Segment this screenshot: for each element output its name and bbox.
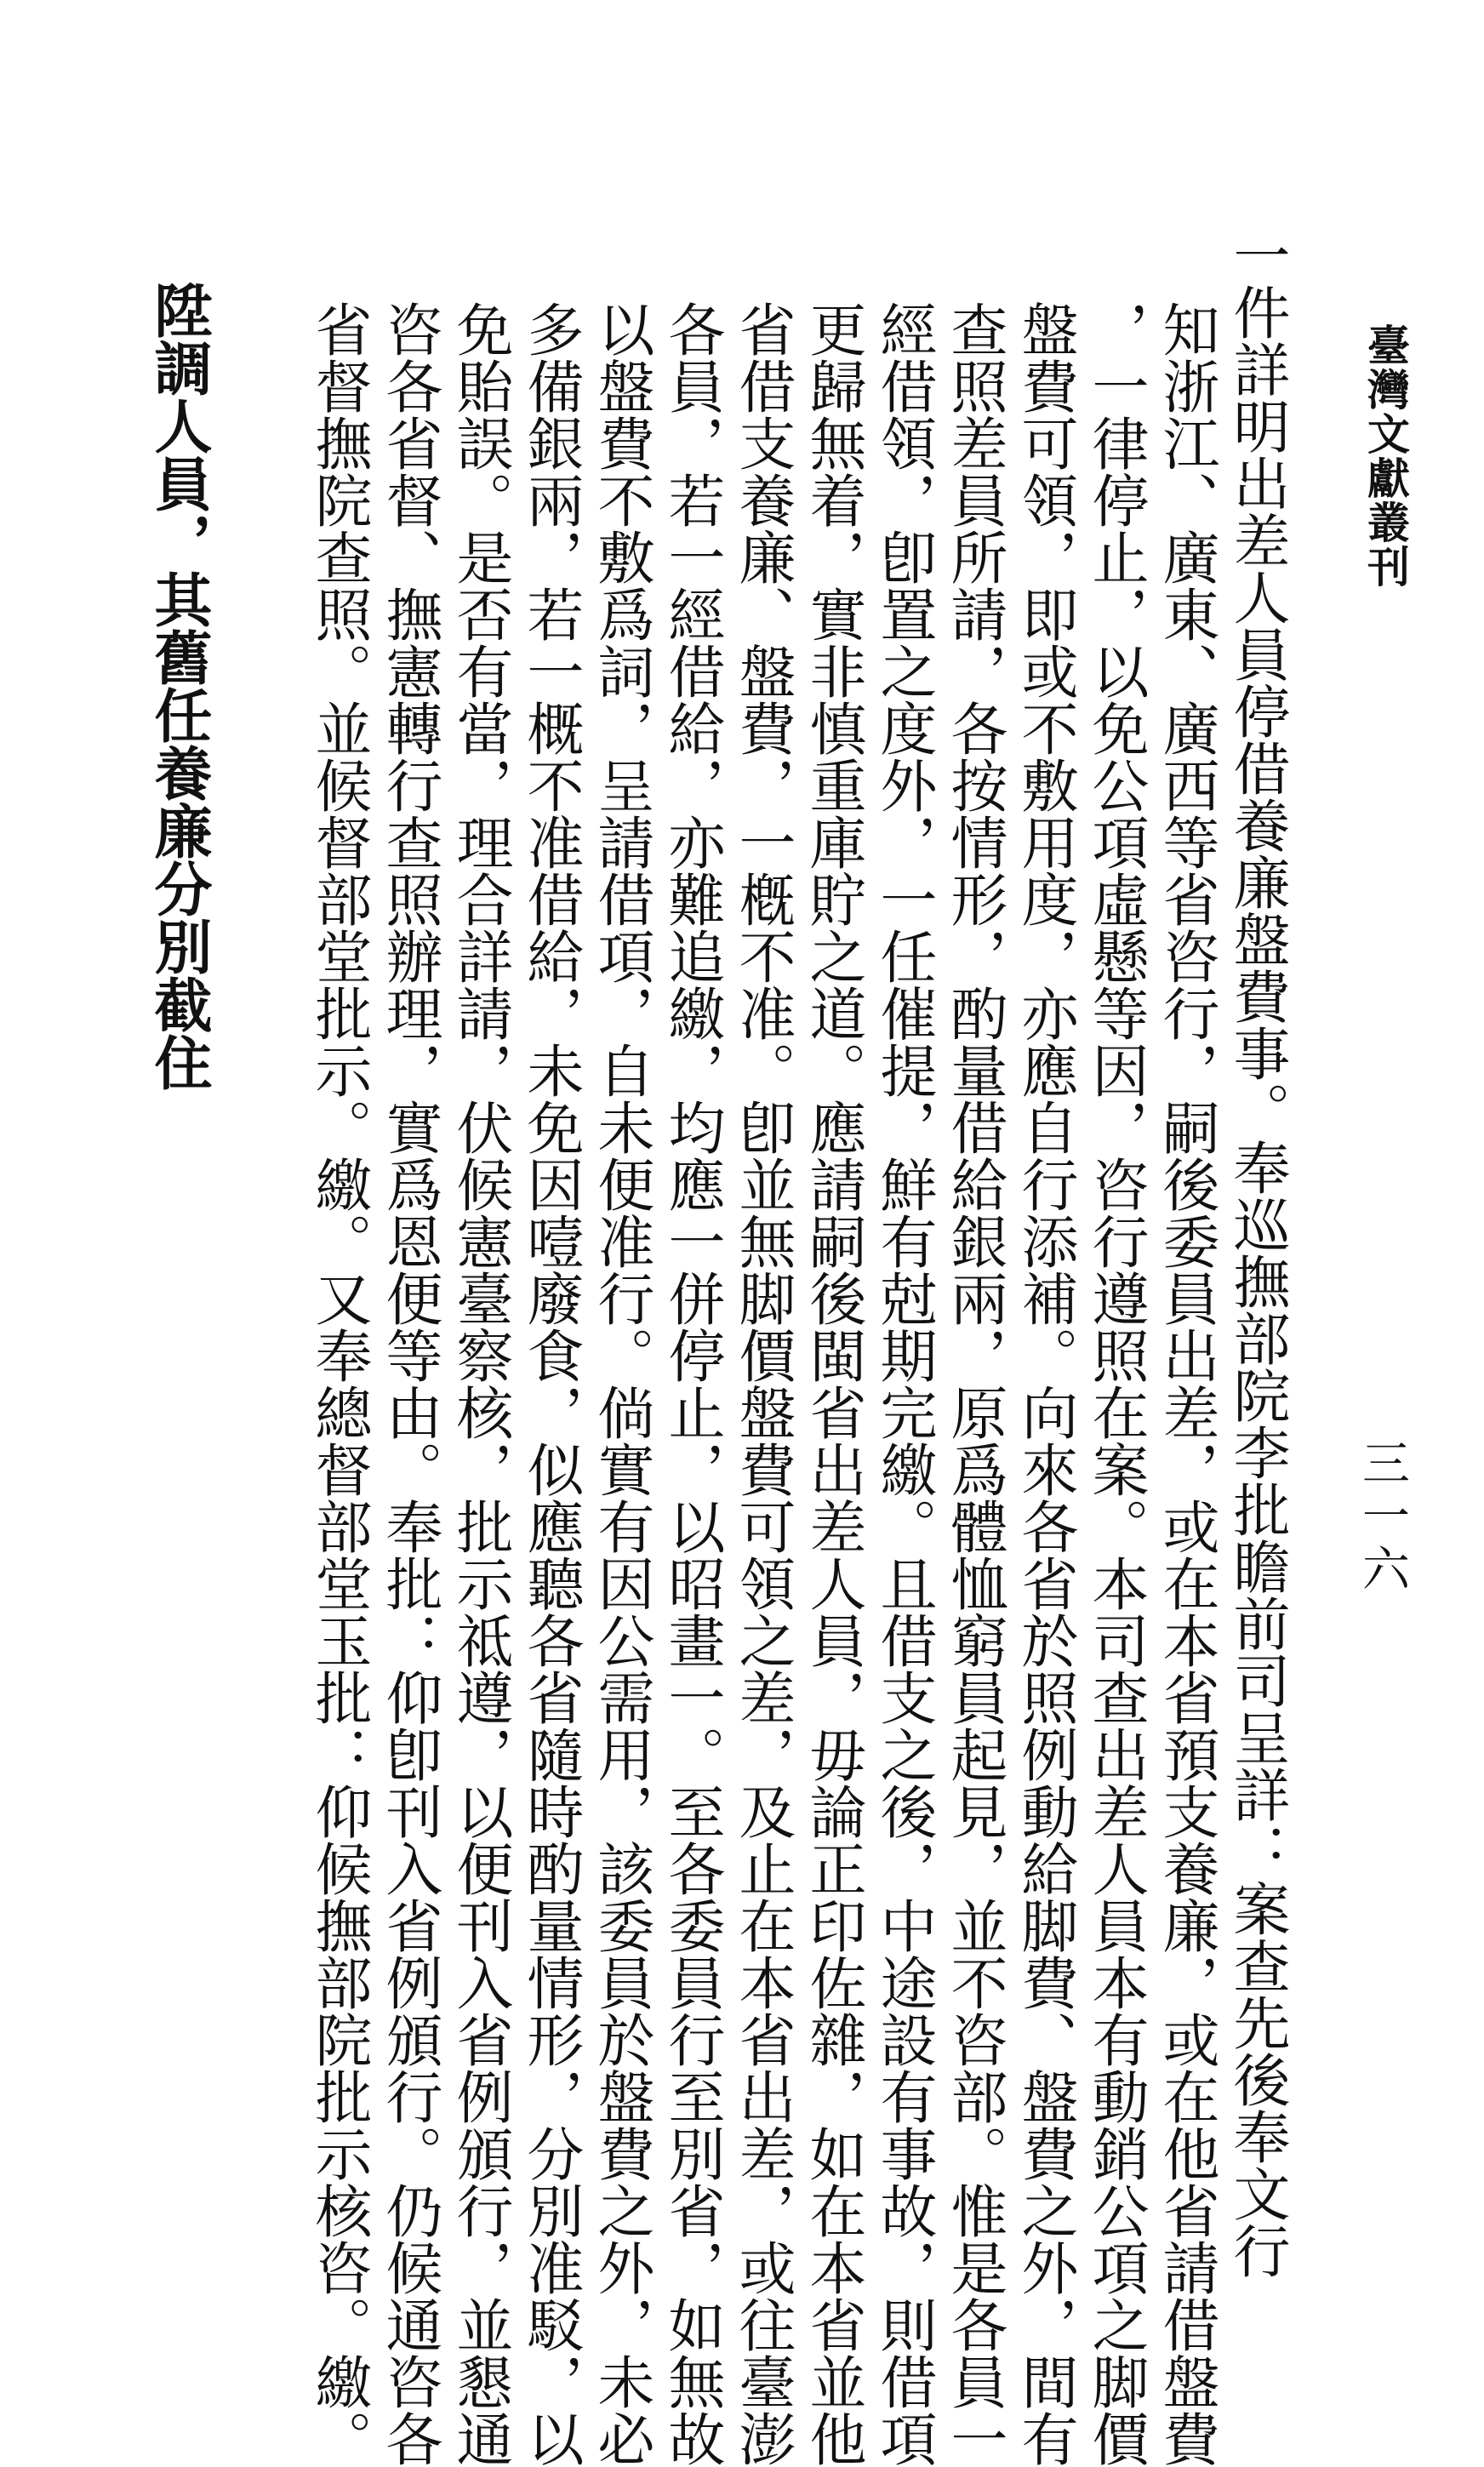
text-column-13: 咨各省督、撫憲轉行查照辦理，實爲恩便等由。奉批：仰卽刊入省例頒行。仍候通咨各 — [377, 300, 443, 2467]
page-number: 三一六 — [1355, 1438, 1410, 1596]
text-column-11: 多備銀兩，若一概不准借給，未免因噎廢食，似應聽各省隨時酌量情形，分別准駁，以 — [518, 300, 585, 2467]
text-column-2: 知浙江、廣東、廣西等省咨行，嗣後委員出差，或在本省預支養廉，或在他省請借盤費 — [1154, 300, 1220, 2467]
text-column-1: 一件詳明出差人員停借養廉盤費事。奉巡撫部院李批瞻前司呈詳：案查先後奉文行 — [1224, 226, 1291, 2279]
text-column-14: 省督撫院查照。並候督部堂批示。繳。又奉總督部堂玉批：仰候撫部院批示核咨。繳。 — [306, 300, 373, 2467]
text-column-5: 查照差員所請，各按情形，酌量借給銀兩，原爲體恤窮員起見，並不咨部。惟是各員一 — [942, 300, 1008, 2467]
text-column-12: 免貽誤。是否有當，理合詳請，伏候憲臺察核，批示祗遵，以便刊入省例頒行，並懇通 — [448, 300, 514, 2467]
section-heading: 陞調人員，其舊任養廉分別截住 — [145, 281, 212, 1091]
text-column-8: 省借支養廉、盤費，一槪不准。卽並無脚價盤費可領之差，及止在本省出差，或往臺澎 — [730, 300, 796, 2467]
text-column-7: 更歸無着，實非慎重庫貯之道。應請嗣後閩省出差人員，毋論正印佐雜，如在本省並他 — [801, 300, 867, 2467]
text-column-9: 各員，若一經借給，亦難追繳，均應一併停止，以昭畫一。至各委員行至別省，如無故 — [659, 300, 726, 2467]
text-column-4: 盤費可領，即或不敷用度，亦應自行添補。向來各省於照例動給脚費、盤費之外，間有 — [1013, 300, 1079, 2467]
text-column-6: 經借領，卽置之度外，一任催提，鮮有尅期完繳。且借支之後，中途設有事故，則借項 — [871, 300, 938, 2467]
running-title: 臺灣文獻叢刊 — [1361, 323, 1411, 589]
text-column-10: 以盤費不敷爲詞，呈請借項，自未便准行。倘實有因公需用，該委員於盤費之外，未必 — [589, 300, 655, 2467]
text-column-3: ，一律停止，以免公項虛懸等因，咨行遵照在案。本司查出差人員本有動銷公項之脚價 — [1083, 300, 1150, 2467]
